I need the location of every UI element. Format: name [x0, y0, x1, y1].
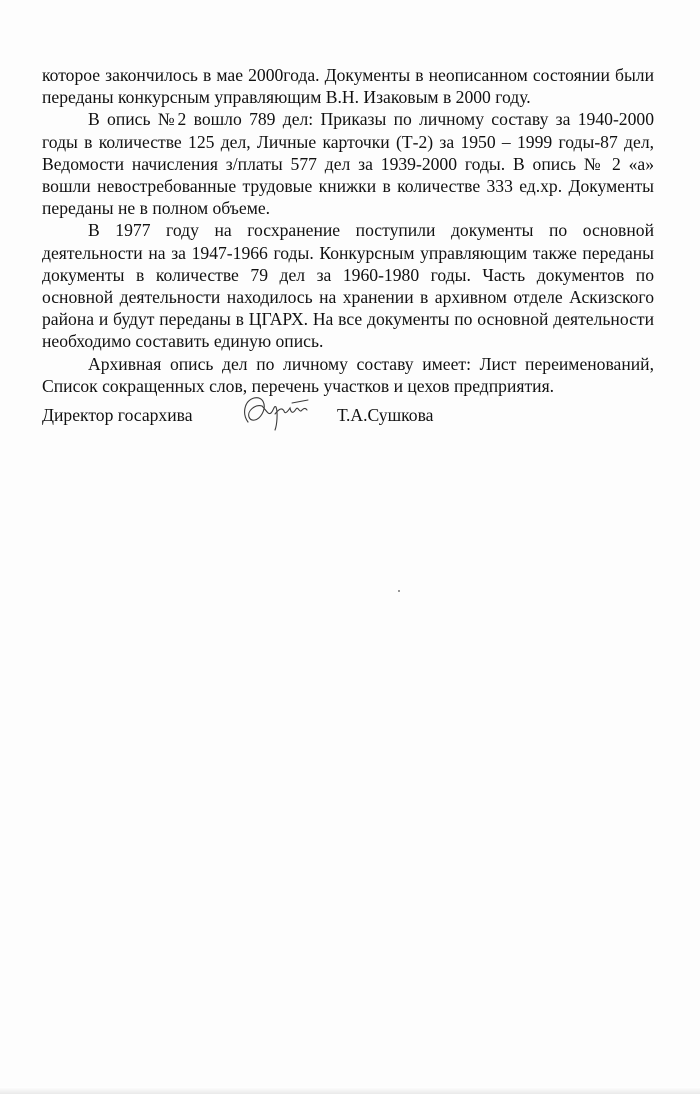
paragraph-continuation: которое закончилось в мае 2000года. Документы в неописанном состоянии были переданы конкурсным управляющим В.Н. Изаковым в 2000 году. [42, 65, 654, 108]
paragraph-inventory-contents: Архивная опись дел по личному составу имеет: Лист переименований, Список сокращенных слов, перечень участков и цехов предприятия. [42, 353, 654, 396]
document-body [42, 64, 654, 397]
signature-block [42, 404, 642, 444]
paragraph-inventory-2: В опись №2 вошло 789 дел: Приказы по личному составу за 1940-2000 годы в количестве 125 дел, Личные карточки (Т-2) за 1950 – 1999 годы-87 дел, Ведомости начисления з/платы 577 дел за 1939-2000 годы. В опись № 2 «а» вошли невостребованные трудовые книжки в количестве 333 ед.хр. Документы переданы не в полном объеме. [42, 109, 654, 219]
signatory-title: Директор госархива [42, 405, 193, 425]
signatory-name: Т.А.Сушкова [337, 405, 434, 425]
paragraph-state-storage: В 1977 году на госхранение поступили документы по основной деятельности на за 1947-1966 годы. Конкурсным управляющим также переданы документы в количестве 79 дел за 1960-1980 годы. Часть документов по основной деятельности находилось на хранении в архивном отделе Аскизского района и будут переданы в ЦГАРХ. На все документы по основной деятельности необходимо составить единую опись. [42, 220, 654, 352]
scan-bottom-edge [0, 1087, 700, 1094]
scan-speck [398, 590, 400, 592]
handwritten-signature [238, 392, 320, 432]
